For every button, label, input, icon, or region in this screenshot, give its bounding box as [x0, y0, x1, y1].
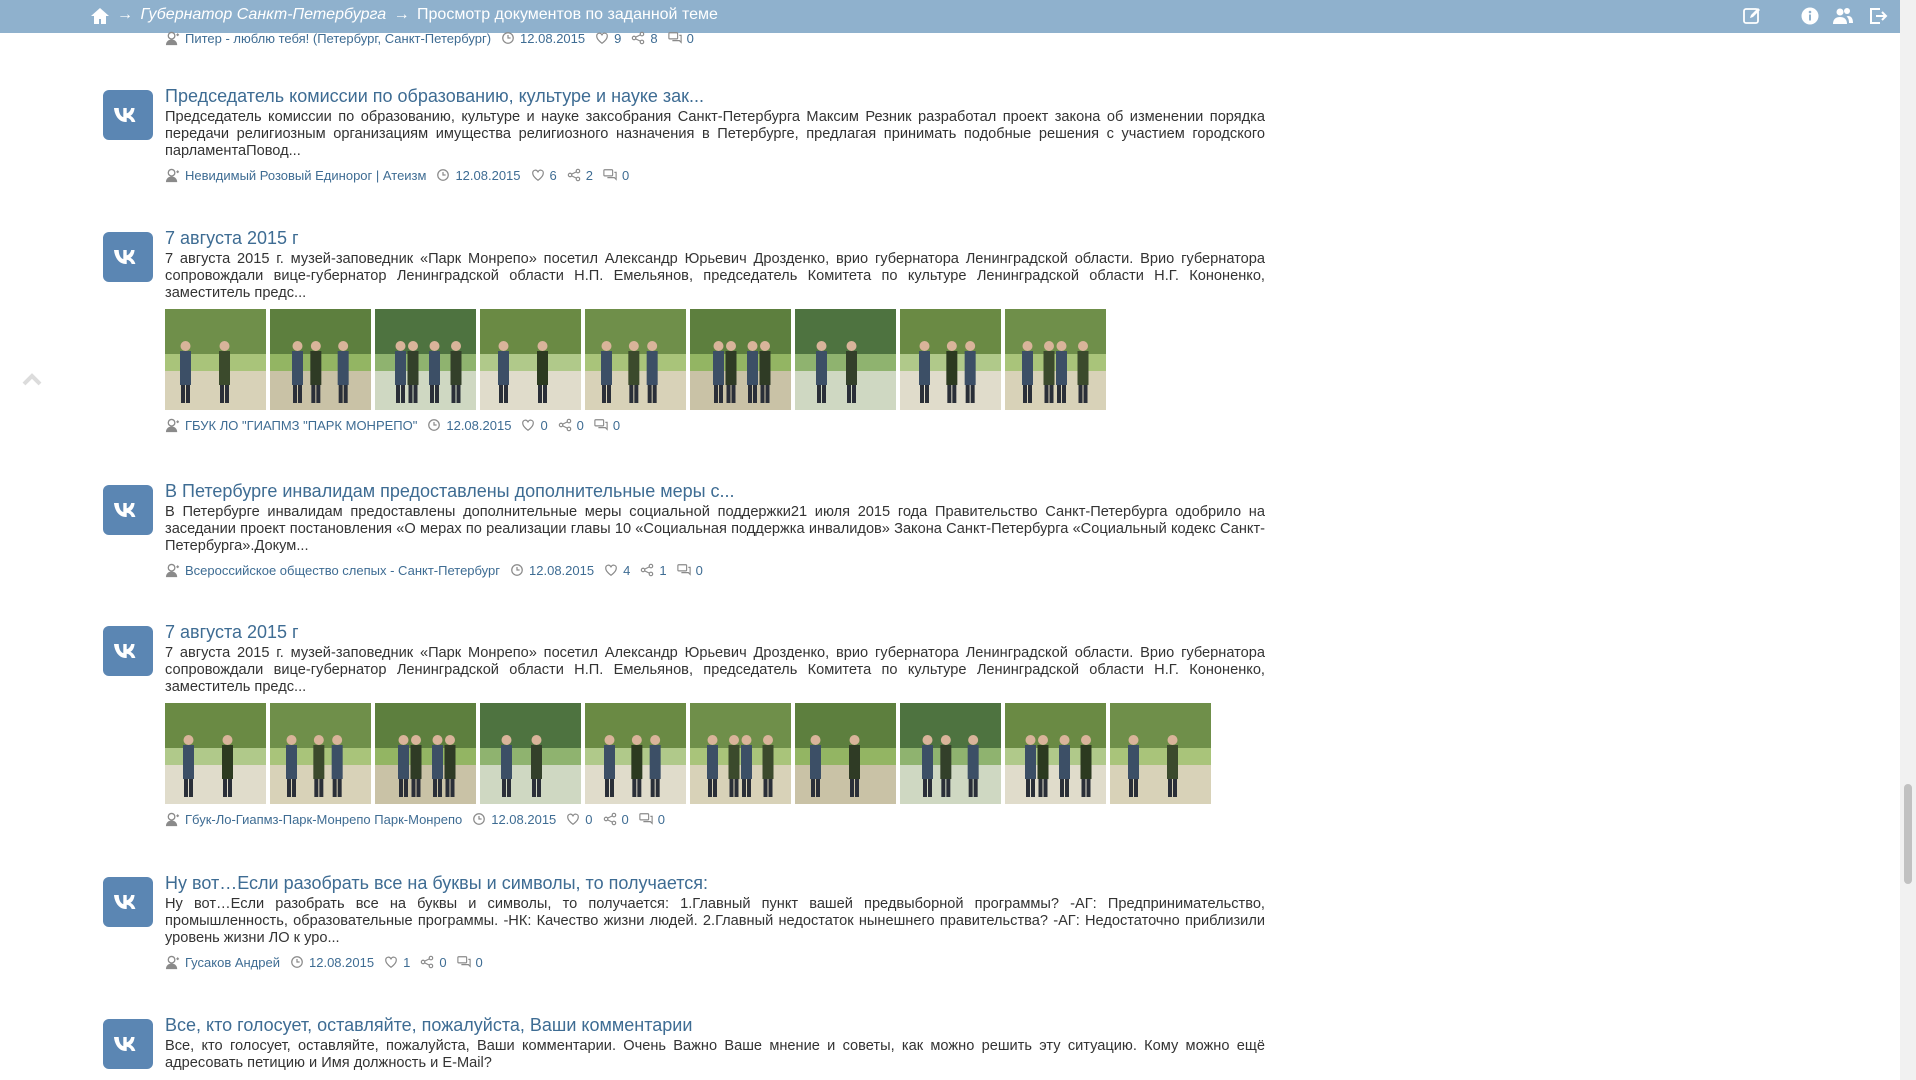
scrollbar-thumb[interactable]	[1904, 784, 1912, 884]
vk-logo-icon[interactable]	[103, 877, 153, 927]
photo-gallery	[165, 309, 1265, 410]
reposts-meta	[558, 418, 584, 433]
comments-meta	[457, 955, 483, 970]
likes-meta	[521, 418, 547, 433]
author-link[interactable]: ГБУК ЛО "ГИАПМЗ "ПАРК МОНРЕПО"	[185, 417, 418, 433]
comments-count: 0	[622, 167, 630, 183]
post-title[interactable]: Все, кто голосует, оставляйте, пожалуйста, Ваши комментарии	[165, 1015, 693, 1035]
post-title[interactable]: Председатель комиссии по образованию, культуре и науке зак...	[165, 86, 705, 106]
comments-meta	[639, 812, 665, 827]
photo-thumbnail[interactable]	[1005, 309, 1106, 410]
clock-icon	[510, 563, 524, 577]
author-meta	[165, 812, 462, 827]
comment-icon	[677, 563, 691, 577]
author-link[interactable]: Всероссийское общество слепых - Санкт-Петербург	[185, 562, 501, 578]
heart-icon	[531, 168, 545, 182]
share-icon	[558, 418, 572, 432]
post-title[interactable]: В Петербурге инвалидам предоставлены дополнительные меры с...	[165, 481, 735, 501]
photo-thumbnail[interactable]	[480, 703, 581, 804]
post-date: 12.08.2015	[309, 954, 375, 970]
vk-logo-icon[interactable]	[103, 232, 153, 282]
comments-meta	[677, 563, 703, 578]
post-date: 12.08.2015	[446, 417, 512, 433]
clock-icon	[290, 955, 304, 969]
photo-thumbnail[interactable]	[900, 309, 1001, 410]
photo-thumbnail[interactable]	[165, 703, 266, 804]
photo-thumbnail[interactable]	[585, 703, 686, 804]
comment-icon	[668, 31, 682, 45]
reposts-count: 2	[585, 167, 593, 183]
breadcrumb-arrow: →	[393, 6, 410, 23]
reposts-count: 0	[576, 417, 584, 433]
photo-thumbnail[interactable]	[270, 309, 371, 410]
author-meta	[165, 31, 491, 46]
post-date: 12.08.2015	[455, 167, 521, 183]
comments-meta	[594, 418, 620, 433]
likes-count: 4	[623, 562, 631, 578]
post-text: Все, кто голосует, оставляйте, пожалуйста, Ваши комментарии. Очень Важно Ваше мнение и советы, как можно решить эту ситуацию. Кому можно ещё адресовать петицию и Имя должность и E-Mail?	[165, 1038, 1265, 1071]
user-icon	[165, 563, 180, 578]
date-meta	[510, 563, 594, 578]
comments-meta	[603, 168, 629, 183]
share-icon	[631, 31, 645, 45]
vk-logo-icon[interactable]	[103, 626, 153, 676]
likes-count: 9	[614, 30, 622, 46]
reposts-meta	[640, 563, 666, 578]
post-text: Председатель комиссии по образованию, культуре и науке заксобрания Санкт-Петербурга Максим Резник разработал проект закона об изменении порядка передачи религиозным организациям имущества религиозного назначения в Петербурге, предлагая принимать подобные решения с участием городского парламентаПовод...	[165, 109, 1265, 159]
clock-icon	[472, 812, 486, 826]
photo-thumbnail[interactable]	[375, 309, 476, 410]
photo-thumbnail[interactable]	[375, 703, 476, 804]
share-icon	[603, 812, 617, 826]
post-text: Ну вот…Если разобрать все на буквы и символы, то получается: 1.Главный пункт вашей предвыборной программы? -АГ: Предпринимательство, промышленность, образовательные программы. -НК: Качество жизни людей. 2.Главный недостаток нынешнего правительства? -АГ: Недостаточно приблизили уровень жизни ЛО к уро...	[165, 896, 1265, 946]
user-icon	[165, 812, 180, 827]
photo-gallery	[165, 703, 1265, 804]
clock-icon	[427, 418, 441, 432]
photo-thumbnail[interactable]	[480, 309, 581, 410]
photo-thumbnail[interactable]	[690, 309, 791, 410]
heart-icon	[384, 955, 398, 969]
author-meta	[165, 418, 417, 433]
reposts-meta	[603, 812, 629, 827]
heart-icon	[566, 812, 580, 826]
author-meta	[165, 955, 280, 970]
post-date: 12.08.2015	[520, 30, 586, 46]
heart-icon	[604, 563, 618, 577]
comments-count: 0	[475, 954, 483, 970]
post-text: 7 августа 2015 г. музей-заповедник «Парк Монрепо» посетил Александр Юрьевич Дрозденко, врио губернатора Ленинградской области. Врио губернатора сопровождали вице-губернатор Ленинградской области Н.П. Емельянов, председатель Комитета по культуре Ленинградской области Н.Г. Кононенко, заместитель предс...	[165, 251, 1265, 301]
likes-meta	[604, 563, 630, 578]
user-icon	[165, 168, 180, 183]
comments-count: 0	[695, 562, 703, 578]
reposts-meta	[420, 955, 446, 970]
vk-logo-icon[interactable]	[103, 90, 153, 140]
likes-meta	[566, 812, 592, 827]
breadcrumb-link-governor[interactable]: Губернатор Санкт-Петербурга	[140, 6, 387, 23]
date-meta	[427, 418, 511, 433]
date-meta	[436, 168, 520, 183]
author-link[interactable]: Невидимый Розовый Единорог | Атеизм	[185, 167, 427, 183]
post-date: 12.08.2015	[491, 811, 557, 827]
likes-count: 6	[549, 167, 557, 183]
post-text: 7 августа 2015 г. музей-заповедник «Парк Монрепо» посетил Александр Юрьевич Дрозденко, врио губернатора Ленинградской области. Врио губернатора сопровождали вице-губернатор Ленинградской области Н.П. Емельянов, председатель Комитета по культуре Ленинградской области Н.Г. Кононенко, заместитель предс...	[165, 645, 1265, 695]
breadcrumb-arrow: →	[117, 6, 133, 23]
likes-meta	[384, 955, 410, 970]
likes-meta	[595, 31, 621, 46]
photo-thumbnail[interactable]	[1110, 703, 1211, 804]
reposts-count: 0	[439, 954, 447, 970]
date-meta	[290, 955, 374, 970]
photo-thumbnail[interactable]	[900, 703, 1001, 804]
clock-icon	[436, 168, 450, 182]
comments-count: 0	[686, 30, 694, 46]
post-date: 12.08.2015	[529, 562, 595, 578]
author-link[interactable]: Гусаков Андрей	[185, 954, 280, 970]
photo-thumbnail[interactable]	[270, 703, 371, 804]
photo-thumbnail[interactable]	[1005, 703, 1106, 804]
vk-logo-icon[interactable]	[103, 1019, 153, 1069]
likes-count: 0	[585, 811, 593, 827]
heart-icon	[595, 31, 609, 45]
author-meta	[165, 168, 426, 183]
user-icon	[165, 31, 180, 46]
comment-icon	[594, 418, 608, 432]
photo-thumbnail[interactable]	[165, 309, 266, 410]
author-meta	[165, 563, 500, 578]
reposts-meta	[631, 31, 657, 46]
photo-thumbnail[interactable]	[585, 309, 686, 410]
post-meta-partial	[165, 29, 694, 47]
post-text: В Петербурге инвалидам предоставлены дополнительные меры социальной поддержки21 июля 2015 года Правительство Санкт-Петербурга одобрило на заседании проект постановления «О мерах по реализации главы 10 «Социальная поддержка инвалидов» Закона Санкт-Петербурга «Социальный кодекс Санкт-Петербурга».Докум...	[165, 504, 1265, 554]
likes-count: 0	[540, 417, 548, 433]
share-icon	[567, 168, 581, 182]
comments-count: 0	[612, 417, 621, 433]
comment-icon	[457, 955, 471, 969]
user-icon	[165, 955, 180, 970]
share-icon	[640, 563, 654, 577]
date-meta	[472, 812, 556, 827]
comments-meta	[668, 31, 694, 46]
scrollbar-track[interactable]	[1900, 0, 1916, 1080]
share-icon	[420, 955, 434, 969]
heart-icon	[521, 418, 535, 432]
photo-thumbnail[interactable]	[690, 703, 791, 804]
breadcrumb-current-page: Просмотр документов по заданной теме	[417, 6, 718, 23]
comment-icon	[603, 168, 617, 182]
comment-icon	[639, 812, 653, 826]
likes-count: 1	[403, 954, 411, 970]
photo-thumbnail[interactable]	[795, 703, 896, 804]
reposts-count: 0	[621, 811, 629, 827]
post-title[interactable]: Ну вот…Если разобрать все на буквы и символы, то получается:	[165, 873, 709, 893]
vk-logo-icon[interactable]	[103, 485, 153, 535]
comments-count: 0	[657, 811, 665, 827]
post-title[interactable]: 7 августа 2015 г	[165, 622, 299, 642]
date-meta	[501, 31, 585, 46]
post-title[interactable]: 7 августа 2015 г	[165, 228, 299, 248]
author-link[interactable]: Гбук-Ло-Гиапмз-Парк-Монрепо Парк-Монрепо	[185, 811, 463, 827]
reposts-meta	[567, 168, 593, 183]
reposts-count: 1	[659, 562, 667, 578]
photo-thumbnail[interactable]	[795, 309, 896, 410]
author-link[interactable]: Питер - люблю тебя! (Петербург, Санкт-Петербург)	[185, 30, 492, 46]
clock-icon	[501, 31, 515, 45]
likes-meta	[531, 168, 557, 183]
user-icon	[165, 418, 180, 433]
reposts-count: 8	[650, 30, 658, 46]
